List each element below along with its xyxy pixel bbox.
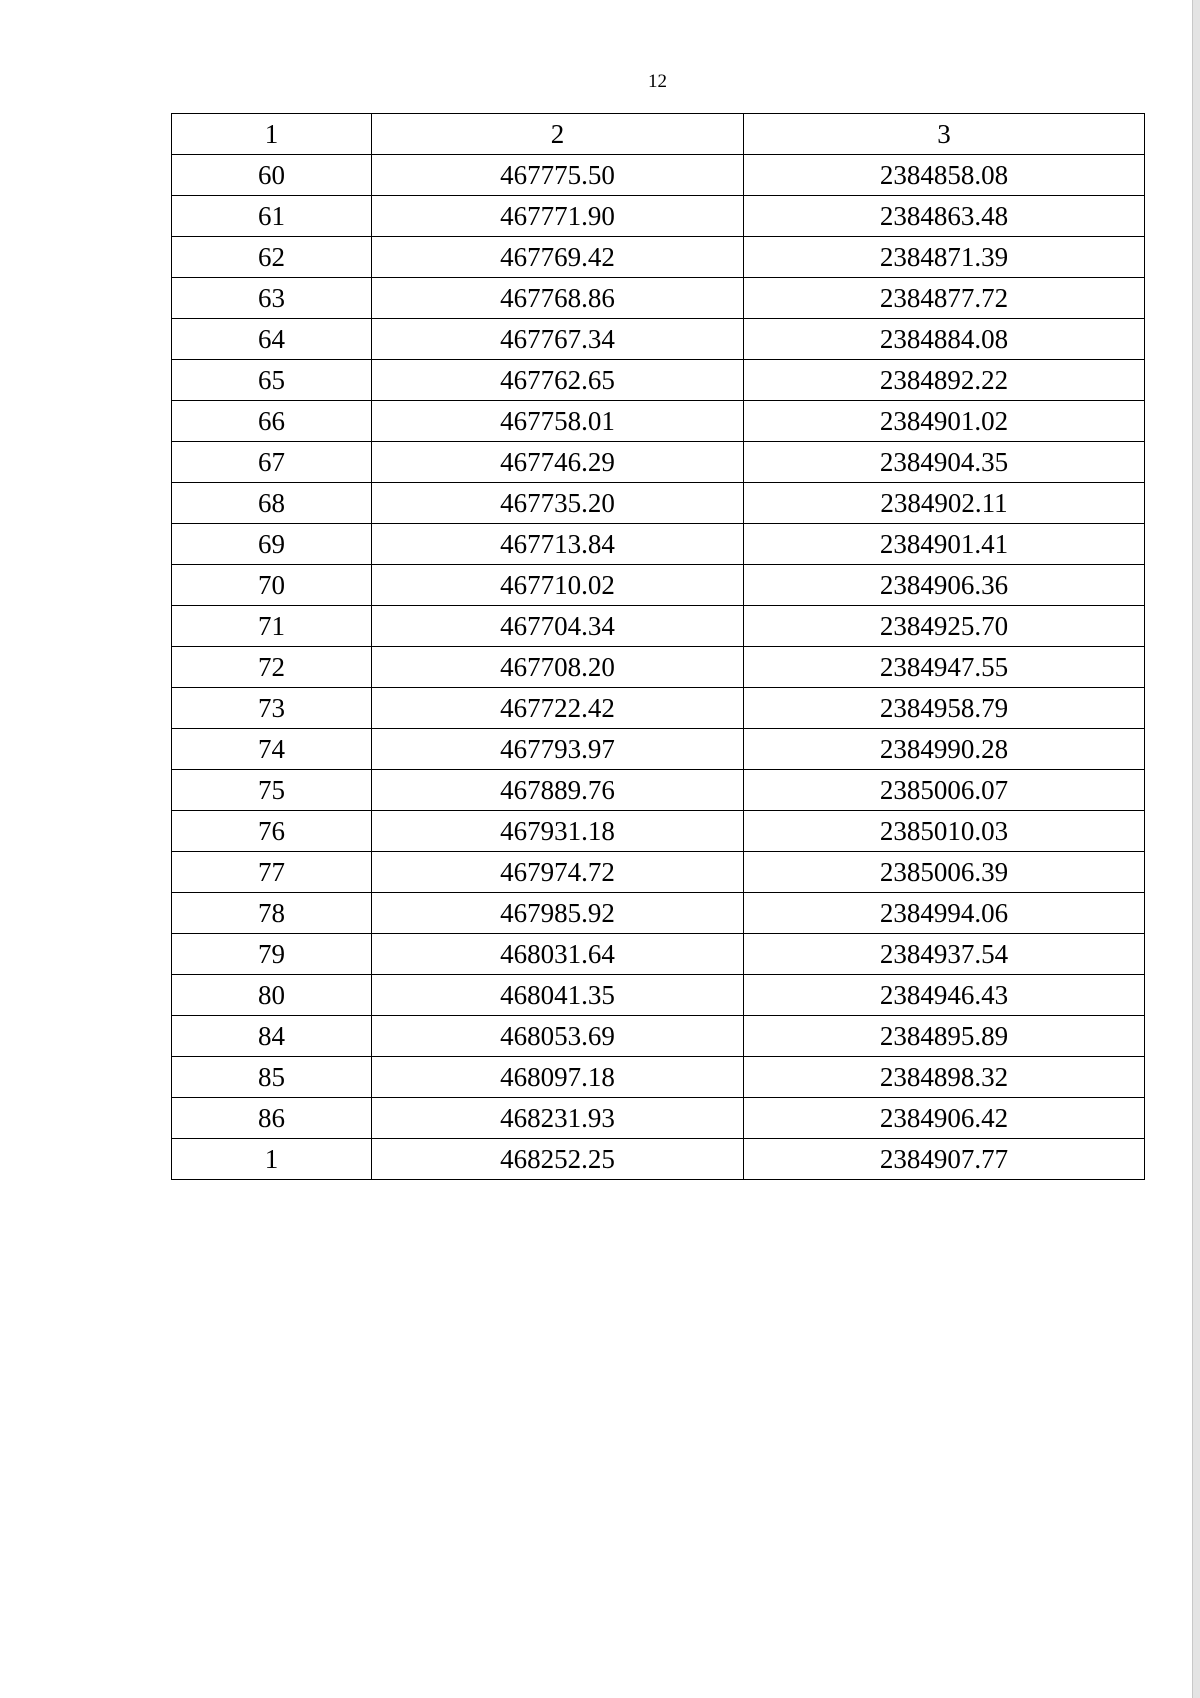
cell-y-coordinate: 2384892.22 [744, 360, 1145, 401]
cell-x-coordinate: 467704.34 [372, 606, 744, 647]
cell-x-coordinate: 467758.01 [372, 401, 744, 442]
cell-x-coordinate: 467708.20 [372, 647, 744, 688]
table-row [172, 196, 1145, 237]
cell-y-coordinate: 2385010.03 [744, 811, 1145, 852]
cell-y-coordinate: 2384906.36 [744, 565, 1145, 606]
cell-point-number: 64 [172, 319, 372, 360]
cell-point-number: 77 [172, 852, 372, 893]
cell-point-number: 73 [172, 688, 372, 729]
cell-y-coordinate: 2384901.02 [744, 401, 1145, 442]
cell-x-coordinate: 468252.25 [372, 1139, 744, 1180]
table-body [172, 114, 1145, 1180]
page-number: 12 [648, 71, 667, 92]
cell-y-coordinate: 2384863.48 [744, 196, 1145, 237]
table-row [172, 401, 1145, 442]
table-row [172, 1098, 1145, 1139]
cell-y-coordinate: 2384947.55 [744, 647, 1145, 688]
cell-y-coordinate: 2384871.39 [744, 237, 1145, 278]
cell-x-coordinate: 468231.93 [372, 1098, 744, 1139]
cell-y-coordinate: 2385006.07 [744, 770, 1145, 811]
cell-y-coordinate: 2384907.77 [744, 1139, 1145, 1180]
cell-x-coordinate: 467767.34 [372, 319, 744, 360]
cell-x-coordinate: 467722.42 [372, 688, 744, 729]
cell-y-coordinate: 2385006.39 [744, 852, 1145, 893]
cell-point-number: 67 [172, 442, 372, 483]
table-row [172, 1016, 1145, 1057]
cell-point-number: 69 [172, 524, 372, 565]
cell-point-number: 80 [172, 975, 372, 1016]
table-row [172, 1139, 1145, 1180]
table-row [172, 647, 1145, 688]
cell-x-coordinate: 467793.97 [372, 729, 744, 770]
cell-point-number: 76 [172, 811, 372, 852]
cell-x-coordinate: 467769.42 [372, 237, 744, 278]
cell-x-coordinate: 468097.18 [372, 1057, 744, 1098]
cell-y-coordinate: 2384958.79 [744, 688, 1145, 729]
table-row [172, 893, 1145, 934]
cell-x-coordinate: 468053.69 [372, 1016, 744, 1057]
cell-y-coordinate: 2384877.72 [744, 278, 1145, 319]
cell-point-number: 79 [172, 934, 372, 975]
cell-point-number: 68 [172, 483, 372, 524]
table-row [172, 155, 1145, 196]
table-row [172, 442, 1145, 483]
table-header-row [172, 114, 1145, 155]
cell-x-coordinate: 467762.65 [372, 360, 744, 401]
table-row [172, 319, 1145, 360]
cell-point-number: 75 [172, 770, 372, 811]
header-cell-point: 1 [172, 114, 372, 155]
table-row [172, 237, 1145, 278]
cell-point-number: 78 [172, 893, 372, 934]
cell-point-number: 1 [172, 1139, 372, 1180]
cell-x-coordinate: 467746.29 [372, 442, 744, 483]
table-row [172, 278, 1145, 319]
table-row [172, 524, 1145, 565]
cell-x-coordinate: 467775.50 [372, 155, 744, 196]
table-row [172, 483, 1145, 524]
cell-point-number: 85 [172, 1057, 372, 1098]
cell-point-number: 66 [172, 401, 372, 442]
cell-point-number: 74 [172, 729, 372, 770]
cell-y-coordinate: 2384946.43 [744, 975, 1145, 1016]
cell-y-coordinate: 2384858.08 [744, 155, 1145, 196]
cell-y-coordinate: 2384901.41 [744, 524, 1145, 565]
table-row [172, 360, 1145, 401]
table-row [172, 852, 1145, 893]
cell-x-coordinate: 467710.02 [372, 565, 744, 606]
cell-point-number: 71 [172, 606, 372, 647]
table-row [172, 688, 1145, 729]
cell-point-number: 62 [172, 237, 372, 278]
cell-y-coordinate: 2384895.89 [744, 1016, 1145, 1057]
cell-x-coordinate: 468031.64 [372, 934, 744, 975]
cell-point-number: 86 [172, 1098, 372, 1139]
table-row [172, 565, 1145, 606]
cell-x-coordinate: 467713.84 [372, 524, 744, 565]
cell-y-coordinate: 2384906.42 [744, 1098, 1145, 1139]
cell-point-number: 61 [172, 196, 372, 237]
cell-y-coordinate: 2384904.35 [744, 442, 1145, 483]
coordinates-table [171, 113, 1145, 1180]
cell-point-number: 63 [172, 278, 372, 319]
cell-point-number: 72 [172, 647, 372, 688]
cell-x-coordinate: 467771.90 [372, 196, 744, 237]
table-row [172, 729, 1145, 770]
cell-x-coordinate: 467974.72 [372, 852, 744, 893]
cell-point-number: 65 [172, 360, 372, 401]
cell-point-number: 70 [172, 565, 372, 606]
table-row [172, 934, 1145, 975]
cell-y-coordinate: 2384902.11 [744, 483, 1145, 524]
cell-y-coordinate: 2384884.08 [744, 319, 1145, 360]
cell-x-coordinate: 467768.86 [372, 278, 744, 319]
page-edge [1192, 0, 1200, 1698]
cell-x-coordinate: 467735.20 [372, 483, 744, 524]
table-row [172, 606, 1145, 647]
cell-y-coordinate: 2384898.32 [744, 1057, 1145, 1098]
table-row [172, 975, 1145, 1016]
cell-x-coordinate: 467985.92 [372, 893, 744, 934]
cell-y-coordinate: 2384994.06 [744, 893, 1145, 934]
cell-point-number: 84 [172, 1016, 372, 1057]
cell-y-coordinate: 2384937.54 [744, 934, 1145, 975]
cell-y-coordinate: 2384925.70 [744, 606, 1145, 647]
cell-y-coordinate: 2384990.28 [744, 729, 1145, 770]
cell-x-coordinate: 468041.35 [372, 975, 744, 1016]
table-row [172, 1057, 1145, 1098]
table-row [172, 770, 1145, 811]
header-cell-x: 2 [372, 114, 744, 155]
header-cell-y: 3 [744, 114, 1145, 155]
table-row [172, 811, 1145, 852]
cell-x-coordinate: 467931.18 [372, 811, 744, 852]
cell-point-number: 60 [172, 155, 372, 196]
cell-x-coordinate: 467889.76 [372, 770, 744, 811]
